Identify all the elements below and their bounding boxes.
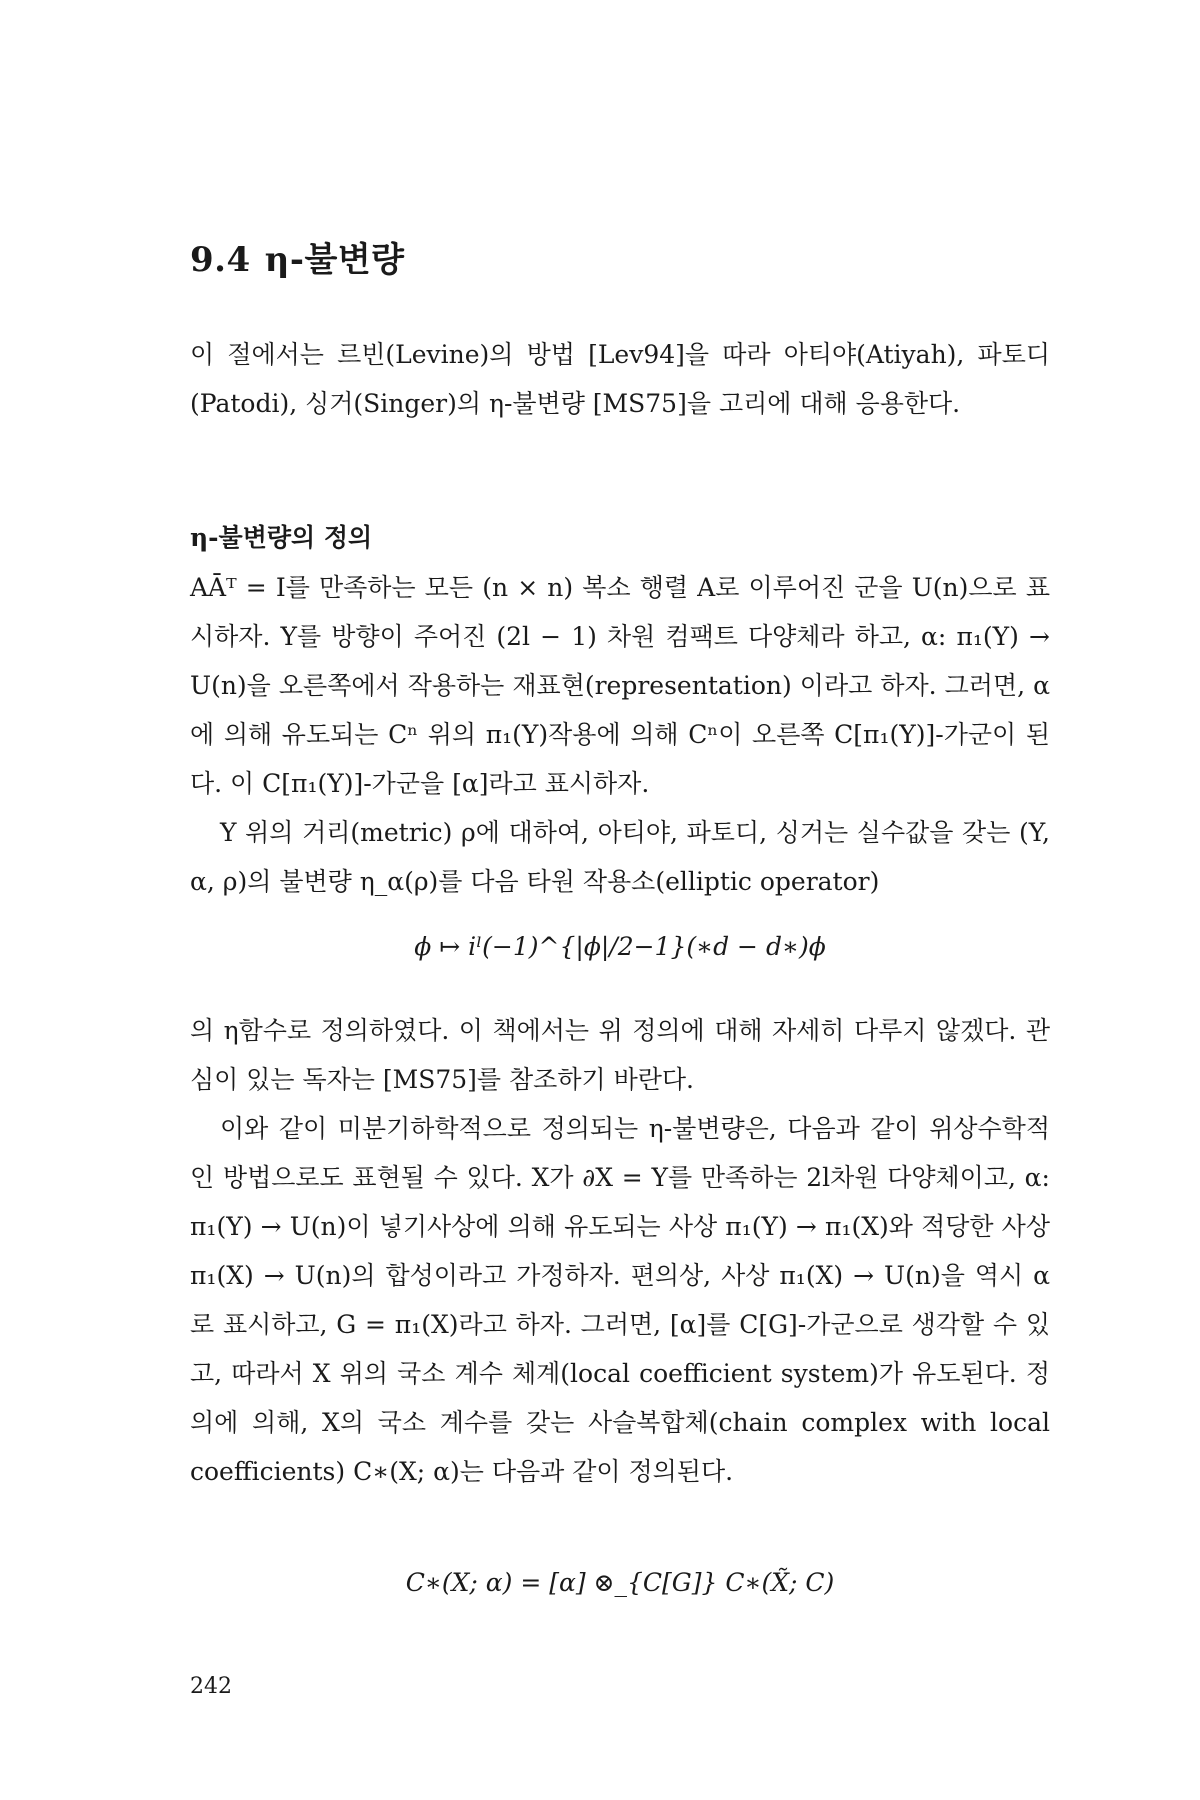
definition-paragraph-3: 의 η함수로 정의하였다. 이 책에서는 위 정의에 대해 자세히 다루지 않겠다. 관심이 있는 독자는 [MS75]를 참조하기 바란다.	[190, 1016, 1050, 1094]
section-heading	[190, 232, 405, 281]
definition-paragraph-1: AĀᵀ = I를 만족하는 모든 (n × n) 복소 행렬 A로 이루어진 군을 U(n)으로 표시하자. Y를 방향이 주어진 (2l − 1) 차원 컴팩트 다양체라 하고, α: π₁(Y) → U(n)을 오른쪽에서 작용하는 재표현(representation) 이라고 하자. 그러면, α에 의해 유도되는 Cⁿ 위의 π₁(Y)작용에 의해 Cⁿ이 오른쪽 C[π₁(Y)]-가군이 된다. 이 C[π₁(Y)]-가군을 [α]라고 표시하자.	[190, 573, 1050, 798]
definition-paragraph-4: 이와 같이 미분기하학적으로 정의되는 η-불변량은, 다음과 같이 위상수학적인 방법으로도 표현될 수 있다. X가 ∂X = Y를 만족하는 2l차원 다양체이고, α: π₁(Y) → U(n)이 넣기사상에 의해 유도되는 사상 π₁(Y) → π₁(X)와 적당한 사상 π₁(X) → U(n)의 합성이라고 가정하자. 편의상, 사상 π₁(X) → U(n)을 역시 α로 표시하고, G = π₁(X)라고 하자. 그러면, [α]를 C[G]-가군으로 생각할 수 있고, 따라서 X 위의 국소 계수 체계(local coefficient system)가 유도된다. 정의에 의해, X의 국소 계수를 갖는 사슬복합체(chain complex with local coefficients) C∗(X; α)는 다음과 같이 정의된다.	[190, 1114, 1050, 1486]
intro-paragraph: 이 절에서는 르빈(Levine)의 방법 [Lev94]을 따라 아티야(Atiyah), 파토디(Patodi), 싱거(Singer)의 η-불변량 [MS75]을 고리에 대해 응용한다.	[190, 340, 1050, 418]
section-title: η-불변량	[264, 240, 405, 280]
page-number: 242	[190, 1674, 232, 1699]
definition-heading: η-불변량의 정의	[190, 523, 373, 552]
definition-paragraph-2: Y 위의 거리(metric) ρ에 대하여, 아티야, 파토디, 싱거는 실수값을 갖는 (Y, α, ρ)의 불변량 η_α(ρ)를 다음 타원 작용소(elliptic operator)	[190, 818, 1050, 896]
section-number: 9.4	[190, 240, 251, 280]
chain-complex-equation: C∗(X; α) = [α] ⊗_{C[G]} C∗(X̃; C)	[405, 1568, 835, 1597]
elliptic-operator-equation: ϕ ↦ iˡ(−1)^{|ϕ|/2−1}(∗d − d∗)ϕ	[414, 932, 826, 961]
